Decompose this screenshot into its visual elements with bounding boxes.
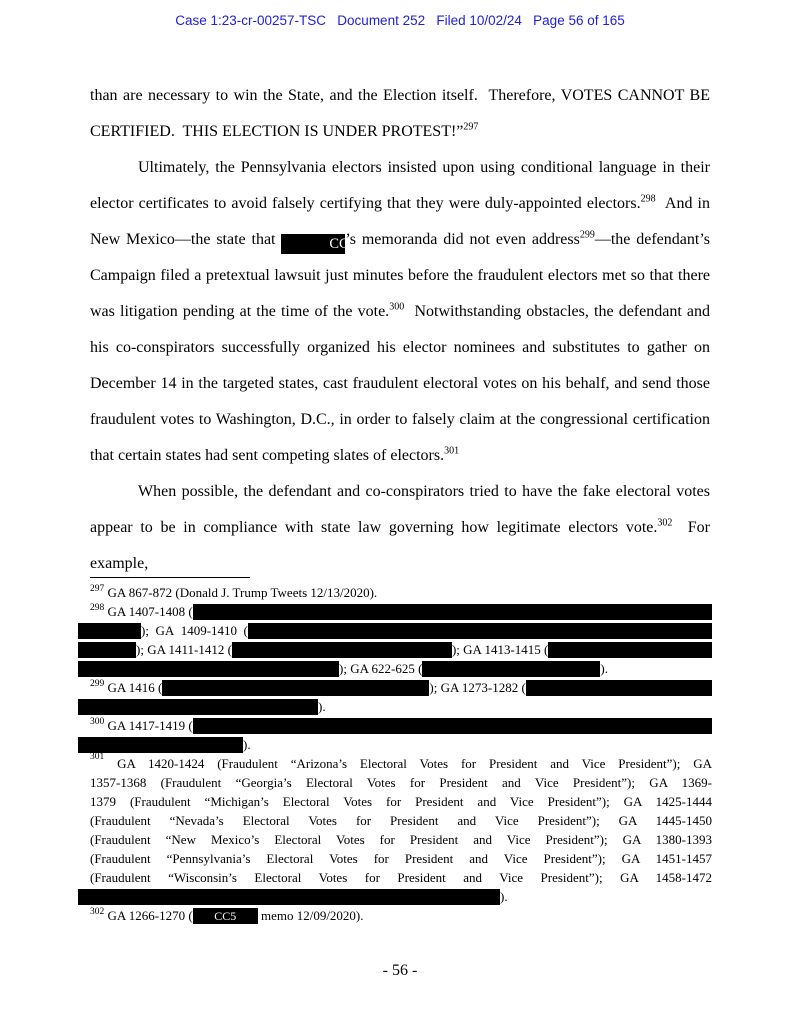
redaction-bar [193, 604, 712, 620]
footnote-297 [90, 583, 712, 602]
footnote-ref: 300 [389, 301, 405, 313]
body-paragraph [90, 474, 710, 582]
text-run: GA 1420-1424 (Fraudulent “Arizona’s Electoral Votes for President and Vice President”); GA [104, 756, 712, 771]
text-run: memo 12/09/2020). [257, 908, 364, 923]
text-run: And in New Mexico—the state that [90, 195, 710, 248]
text-run: ). [243, 737, 251, 752]
redaction-bar [548, 642, 712, 658]
text-run: ). [318, 699, 326, 714]
footnote-list [90, 583, 712, 925]
redaction-bar [422, 661, 600, 677]
footnote-line [90, 887, 712, 906]
footnote-line [90, 868, 712, 887]
text-run: GA 1266-1270 ( [104, 908, 193, 923]
redaction-bar [78, 699, 318, 715]
text-run: Ultimately, the Pennsylvania electors insisted upon using conditional language in their elector certificates to avoid falsely certifying that they were duly-appointed electors. [90, 159, 710, 212]
text-run: GA 1416 ( [104, 680, 163, 695]
text-run: ’s memoranda did not even address [345, 231, 580, 248]
text-run: GA 867-872 (Donald J. Trump Tweets 12/13/2020). [104, 585, 378, 600]
redaction-bar [162, 680, 429, 696]
text-run: ); GA 1411-1412 ( [136, 642, 232, 657]
footnote-299 [90, 678, 712, 716]
text-run: 1379 (Fraudulent “Michigan’s Electoral Votes for President and Vice President”); GA 1425-1444 [90, 794, 712, 809]
redaction-bar [78, 737, 243, 753]
footnotes-section [90, 577, 712, 925]
text-run: 1357-1368 (Fraudulent “Georgia’s Electoral Votes for President and Vice President”); GA 1369- [90, 775, 712, 790]
redaction-bar [248, 623, 712, 639]
footnote-line [90, 792, 712, 811]
text-run: ). [500, 889, 508, 904]
redaction-label-cc5: CC5 [281, 234, 345, 254]
footnote-line [90, 735, 712, 754]
footnote-line [90, 659, 712, 678]
footnote-ref: 301 [444, 445, 460, 457]
text-run: GA 1417-1419 ( [104, 718, 193, 733]
footnote-line: $^{300}$ GA 1417-1419 ( [90, 716, 712, 735]
footnote-line [90, 849, 712, 868]
footnote-line: $^{298}$ GA 1407-1408 ( [90, 602, 712, 621]
text-run: ); GA 1413-1415 ( [451, 642, 549, 657]
redaction-bar [78, 623, 141, 639]
text-run: (Fraudulent “New Mexico’s Electoral Votes for President and Vice President”); GA 1380-1393 [90, 832, 712, 847]
footnote-300 [90, 716, 712, 754]
redaction-bar [78, 889, 500, 905]
text-run: ); GA 1409-1410 ( [141, 623, 248, 638]
footnote-line: $^{302}$ GA 1266-1270 ( CC5 memo 12/09/2020). [90, 906, 364, 923]
text-run: ); GA 622-625 ( [339, 661, 423, 676]
text-run: than are necessary to win the State, and the Election itself. Therefore, VOTES CANNOT BE CERTIFIED. THIS ELECTION IS UNDER PROTEST!” [90, 87, 710, 140]
text-run: GA 1407-1408 ( [104, 604, 193, 619]
footnote-ref: 302 [657, 517, 673, 529]
text-run: For example, [90, 519, 711, 572]
footnote-line [90, 697, 712, 716]
footnote-line [90, 830, 712, 849]
footnote-line [90, 811, 712, 830]
redaction-bar [78, 642, 136, 658]
footnote-line: $^{299}$ GA 1416 ( ); GA 1273-1282 ( [90, 678, 712, 697]
text-run: (Fraudulent “Wisconsin’s Electoral Votes for President and Vice President”); GA 1458-1472 [90, 870, 712, 885]
footnote-line: $^{297}$ GA 867-872 (Donald J. Trump Tweets 12/13/2020). [90, 583, 378, 600]
redaction-bar [193, 718, 712, 734]
text-run: Notwithstanding obstacles, the defendant and his co-conspirators successfully organized his elector nominees and substitutes to gather on December 14 in the targeted states, cast fraudulent electoral votes on his behalf, and send those fraudulent votes to Washington, D.C., in order to falsely claim at the congressional certification that certain states had sent competing slates of electors. [90, 303, 710, 464]
redaction-label-cc5: CC5 [193, 908, 258, 924]
footnote-301 [90, 751, 712, 906]
text-run: ); GA 1273-1282 ( [429, 680, 526, 695]
text-run: —the defendant’s Campaign filed a pretextual lawsuit just minutes before the fraudulent electors met so that there was litigation pending at the time of the vote. [90, 231, 711, 320]
court-filing-stamp: Case 1:23-cr-00257-TSC Document 252 Filed 10/02/24 Page 56 of 165 [175, 13, 625, 28]
page-number: - 56 - [382, 962, 418, 979]
text-run: (Fraudulent “Pennsylvania’s Electoral Votes for President and Vice President”); GA 1451-1457 [90, 851, 712, 866]
footnote-line [90, 621, 712, 640]
footnote-302 [90, 906, 712, 925]
footnote-ref: 298 [640, 193, 656, 205]
document-body [90, 78, 710, 582]
footnote-line [90, 751, 712, 773]
text-run: ). [600, 661, 609, 676]
footnote-separator [90, 577, 250, 578]
text-run: (Fraudulent “Nevada’s Electoral Votes for President and Vice President”); GA 1445-1450 [90, 813, 712, 828]
body-paragraph [90, 78, 710, 150]
footnote-298 [90, 602, 712, 678]
footnote-line [90, 640, 712, 659]
redaction-bar [78, 661, 339, 677]
redaction-bar [232, 642, 452, 658]
redaction-bar [526, 680, 712, 696]
footnote-ref: 297 [463, 121, 479, 133]
text-run: When possible, the defendant and co-conspirators tried to have the fake electoral votes appear to be in compliance with state law governing how legitimate electors vote. [90, 483, 710, 536]
footnote-line [90, 773, 712, 792]
body-paragraph [90, 150, 710, 474]
footnote-ref: 301 [90, 751, 105, 762]
footnote-ref: 299 [579, 229, 595, 241]
